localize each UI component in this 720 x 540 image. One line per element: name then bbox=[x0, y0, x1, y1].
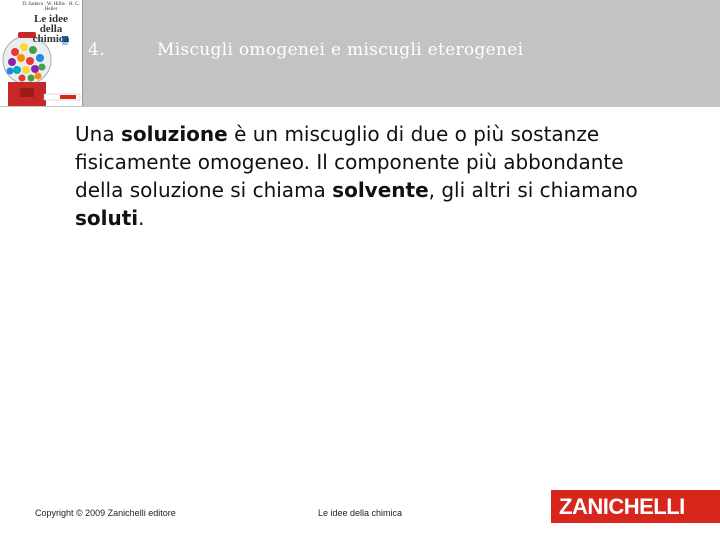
cover-title-line: chimica bbox=[32, 33, 70, 45]
body-text-segment: è un miscuglio di due o più sostanze fisicamente omogeneo. Il componente più abbondante della soluzione si chiama bbox=[75, 122, 624, 202]
cover-authors: D. Sadava · W. Hillis · H. C. Heller bbox=[22, 2, 80, 12]
book-cover-thumbnail bbox=[0, 0, 83, 106]
section-number: 4. bbox=[88, 40, 106, 60]
body-text-segment: . bbox=[138, 206, 145, 230]
term-soluzione: soluzione bbox=[120, 122, 228, 146]
body-text-segment: Una bbox=[75, 122, 121, 146]
body-text-segment: , gli altri si chiamano bbox=[428, 178, 638, 202]
cover-text-block bbox=[20, 2, 82, 44]
cover-title bbox=[20, 14, 82, 44]
body-paragraph bbox=[75, 120, 675, 232]
page-title: Miscugli omogenei e miscugli eterogenei bbox=[157, 40, 524, 60]
footer-book-title: Le idee della chimica bbox=[318, 508, 403, 518]
footer-copyright: Copyright © 2009 Zanichelli editore bbox=[35, 508, 176, 518]
term-soluti: soluti bbox=[75, 206, 139, 230]
term-solvente: solvente bbox=[332, 178, 429, 202]
cover-title-line: della bbox=[39, 23, 63, 35]
zanichelli-logo: ZANICHELLI bbox=[551, 490, 720, 523]
cover-title-line: Le idee bbox=[34, 13, 68, 25]
